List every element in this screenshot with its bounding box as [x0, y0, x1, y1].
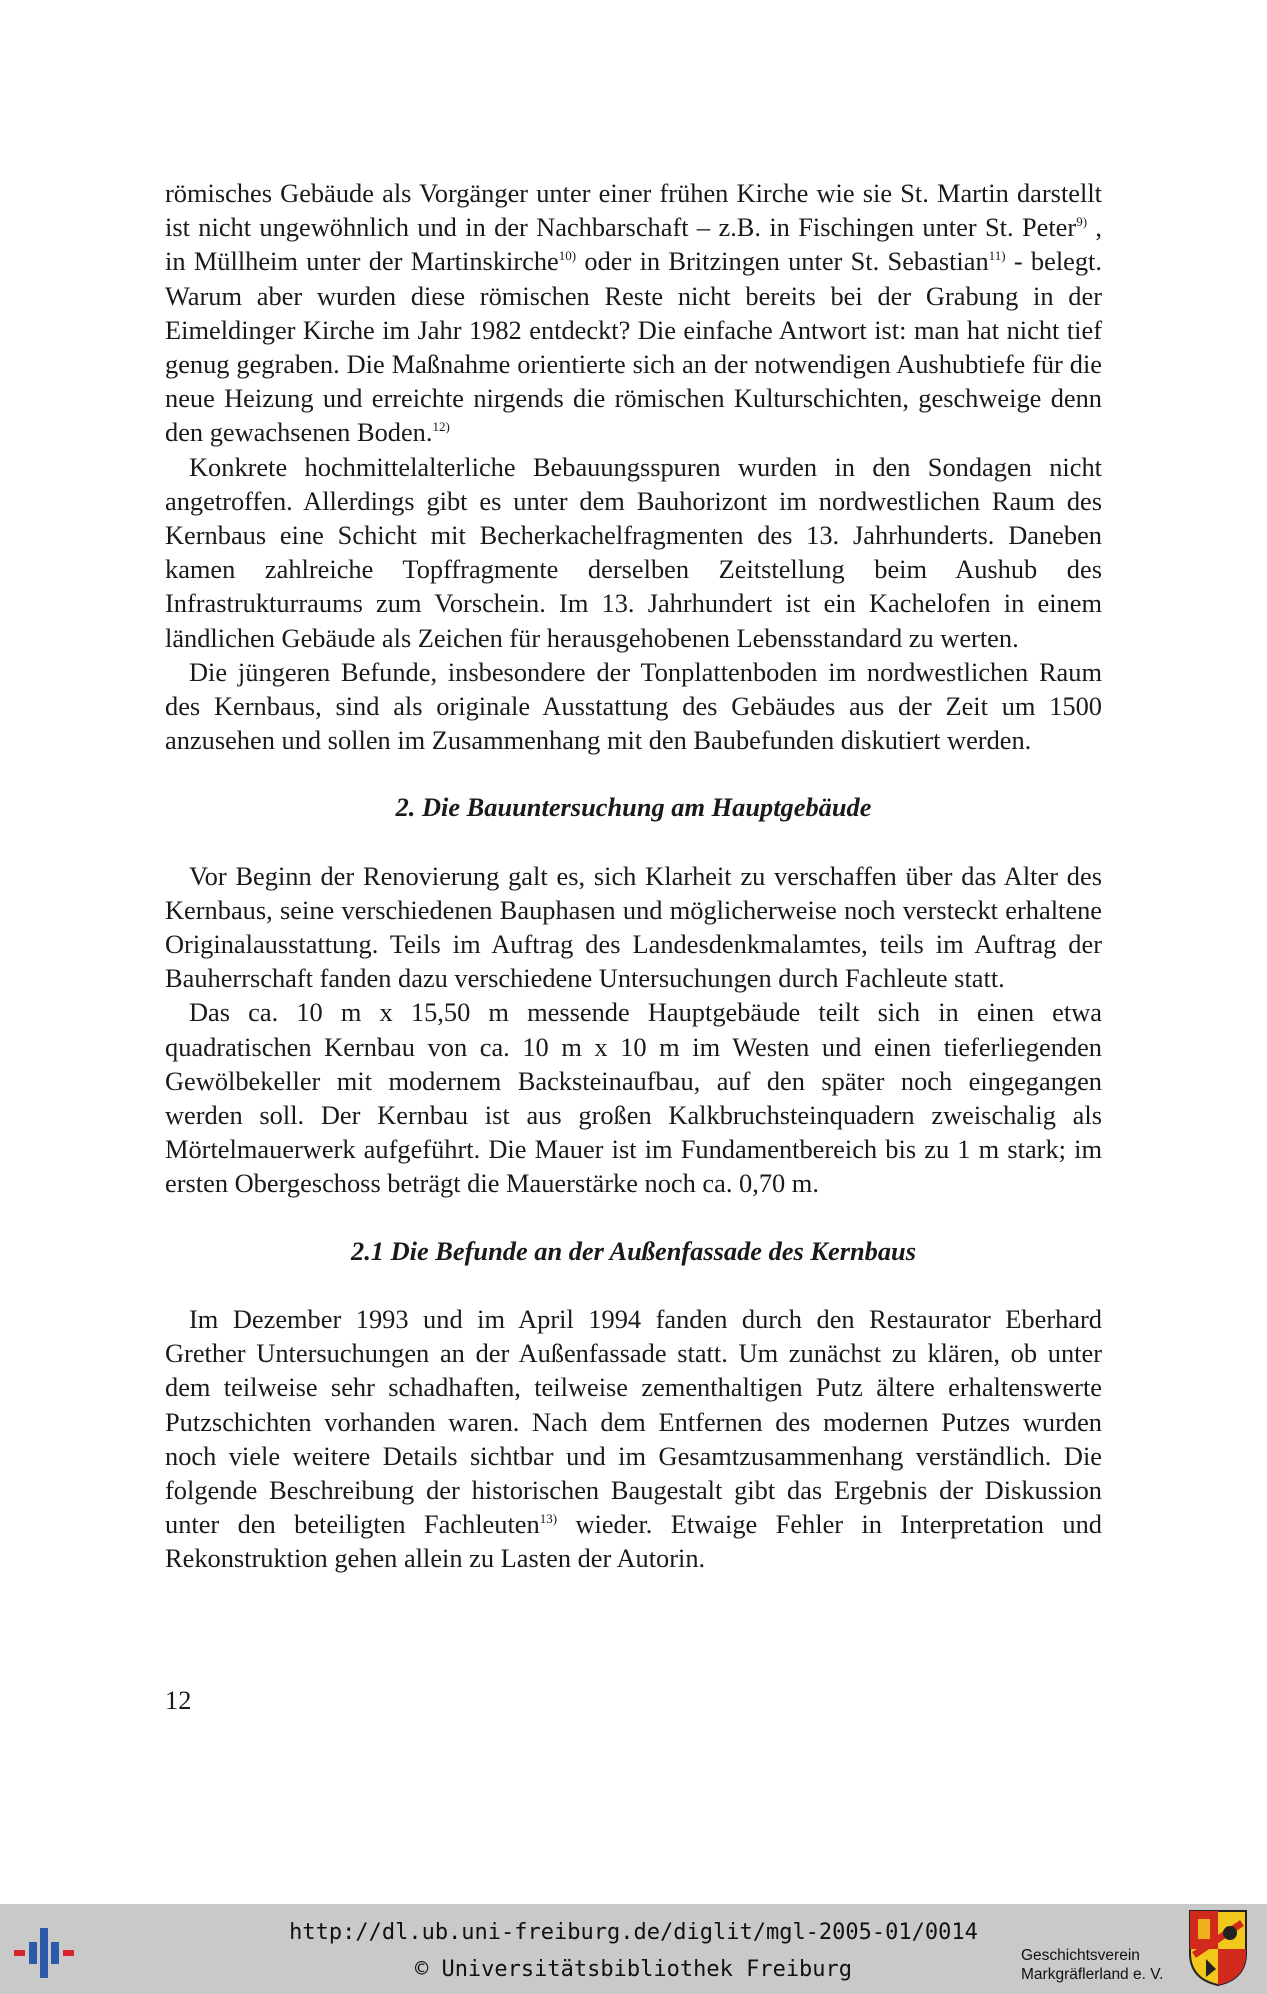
copyright-text: © Universitätsbibliothek Freiburg — [414, 1957, 853, 1982]
paragraph-5: Das ca. 10 m x 15,50 m messende Hauptgebäude teilt sich in einen etwa quadratischen Kernbau von ca. 10 m x 10 m im Westen und einen tieferliegenden Gewölbekeller mit modernem Backsteinaufbau, auf den später noch eingegangen werden soll. Der Kernbau ist aus großen Kalkbruchsteinquadern zweischalig als Mörtelmauerwerk aufgeführt. Die Mauer ist im Fundamentbereich bis zu 1 m stark; im ersten Obergeschoss beträgt die Mauerstärke noch ca. 0,70 m. — [165, 997, 1102, 1199]
paragraph-1-part-a: römisches Gebäude als Vorgänger unter einer frühen Kirche wie sie St. Martin darstellt ist nicht ungewöhnlich und in der Nachbarschaft – z.B. in Fischingen unter St. Peter — [165, 178, 1102, 243]
paragraph-1-part-b: , in Müllheim unter der Martinskirche — [165, 212, 1102, 277]
paragraph-6 — [165, 1302, 1102, 1576]
footnote-ref-9: 9) — [1076, 214, 1088, 230]
society-name-line-2: Markgräflerland e. V. — [1021, 1966, 1164, 1983]
society-name-line-1: Geschichtsverein — [1021, 1947, 1140, 1964]
document-page — [165, 176, 1102, 1576]
footnote-ref-13: 13) — [539, 1511, 558, 1527]
section-heading-2: 2. Die Bauuntersuchung am Hauptgebäude — [395, 792, 872, 823]
paragraph-2: Konkrete hochmittelalterliche Bebauungsspuren wurden in den Sondagen nicht angetroffen. Allerdings gibt es unter dem Bauhorizont im nordwestlichen Raum des Kernbaus eine Schicht mit Becherkachelfragmenten des 13. Jahrhunderts. Daneben kamen zahlreiche Topffragmente derselben Zeitstellung beim Aushub des Infrastrukturraums zum Vorschein. Im 13. Jahrhundert ist ein Kachelofen in einem ländlichen Gebäude als Zeichen für herausgehobenen Lebensstandard zu werten. — [165, 451, 1102, 653]
paragraph-6-part-b: wieder. Etwaige Fehler in Interpretation und Rekonstruktion gehen allein zu Lasten der Autorin. — [165, 1509, 1102, 1574]
paragraph-3: Die jüngeren Befunde, insbesondere der Tonplattenboden im nordwestlichen Raum des Kernbaus, sind als originale Ausstattung des Gebäudes aus der Zeit um 1500 anzusehen und sollen im Zusammenhang mit den Baubefunden diskutiert werden. — [165, 656, 1102, 756]
paragraph-4: Vor Beginn der Renovierung galt es, sich Klarheit zu verschaffen über das Alter des Kernbaus, seine verschiedenen Bauphasen und möglicherweise noch versteckt erhaltene Originalausstattung. Teils im Auftrag des Landesdenkmalamtes, teils im Auftrag der Bauherrschaft fanden dazu verschiedene Untersuchungen durch Fachleute statt. — [165, 860, 1102, 994]
footer-bar — [0, 1904, 1267, 1994]
paragraph-1-part-d: - belegt. Warum aber wurden diese römischen Reste nicht bereits bei der Grabung in der Eimeldinger Kirche im Jahr 1982 entdeckt? Die einfache Antwort ist: man hat nicht tief genug gegraben. Die Maßnahme orientierte sich an der notwendigen Aushubtiefe für die neue Heizung und erreichte nirgends die römischen Kulturschichten, geschweige denn den gewachsenen Boden. — [165, 246, 1102, 448]
paragraph-1-part-c: oder in Britzingen unter St. Sebastian — [576, 246, 989, 277]
footnote-ref-12: 12) — [432, 419, 450, 435]
paragraph-1 — [165, 176, 1102, 450]
society-name — [1021, 1946, 1163, 1984]
coat-of-arms-icon[interactable] — [1188, 1909, 1248, 1987]
section-heading-2-1: 2.1 Die Befunde an der Außenfassade des Kernbaus — [351, 1235, 916, 1266]
page-number: 12 — [165, 1685, 192, 1715]
footnote-ref-11: 11) — [988, 248, 1006, 264]
permalink-url[interactable]: http://dl.ub.uni-freiburg.de/diglit/mgl-2005-01/0014 — [289, 1920, 978, 1945]
paragraph-6-part-a: Im Dezember 1993 und im April 1994 fanden durch den Restaurator Eberhard Grether Untersuchungen an der Außenfassade statt. Um zunächst zu klären, ob unter dem teilweise sehr schadhaften, teilweise zementhaltigen Putz ältere erhaltenswerte Putzschichten vorhanden waren. Nach dem Entfernen des modernen Putzes wurden noch viele weitere Details sichtbar und im Gesamtzusammenhang verständlich. Die folgende Beschreibung der historischen Baugestalt gibt das Ergebnis der Diskussion unter den beteiligten Fachleuten — [165, 1303, 1102, 1540]
footnote-ref-10: 10) — [558, 248, 577, 264]
